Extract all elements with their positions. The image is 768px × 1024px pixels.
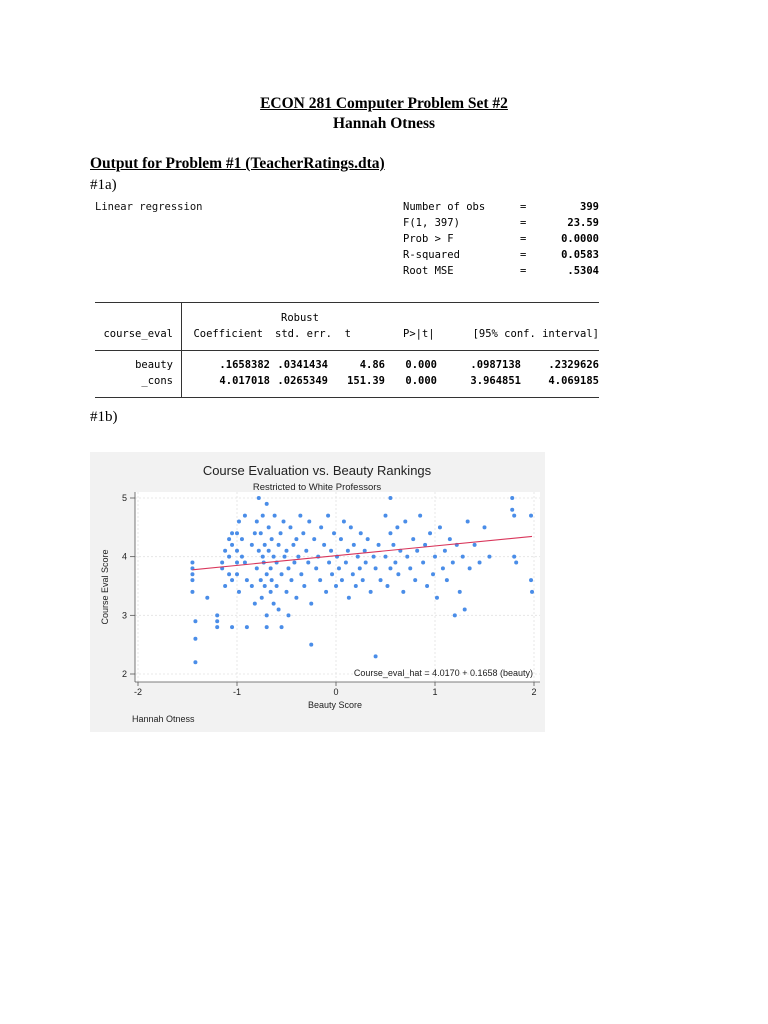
x-tick-label: 1 [432, 687, 438, 697]
scatter-point [385, 584, 389, 588]
scatter-point [269, 590, 273, 594]
stat-label: Prob > F [403, 233, 454, 245]
scatter-point [379, 578, 383, 582]
scatter-point [361, 578, 365, 582]
scatter-point [265, 502, 269, 506]
scatter-point [374, 654, 378, 658]
scatter-point [340, 578, 344, 582]
scatter-point [263, 584, 267, 588]
scatter-point [347, 596, 351, 600]
scatter-point [270, 537, 274, 541]
scatter-point [302, 584, 306, 588]
stat-row [403, 217, 599, 233]
scatter-point [250, 543, 254, 547]
scatter-point [227, 537, 231, 541]
regression-annotation: Course_eval_hat = 4.0170 + 0.1658 (beauty) [353, 668, 533, 678]
scatter-point [329, 549, 333, 553]
scatter-point [261, 514, 265, 518]
scatter-point [259, 531, 263, 535]
scatter-point [441, 566, 445, 570]
stat-row [403, 201, 599, 217]
scatter-point [413, 578, 417, 582]
scatter-point [227, 572, 231, 576]
scatter-point [294, 537, 298, 541]
scatter-point [267, 525, 271, 529]
scatter-point [230, 578, 234, 582]
stat-label: R-squared [403, 249, 460, 261]
scatter-point [277, 607, 281, 611]
y-tick-label: 3 [121, 610, 127, 621]
se-header: std. err. [275, 328, 332, 340]
scatter-point [245, 625, 249, 629]
scatter-point [483, 525, 487, 529]
scatter-point [277, 543, 281, 547]
scatter-point [312, 537, 316, 541]
table-header-rule [95, 350, 599, 351]
row-p: 0.000 [405, 359, 437, 371]
scatter-point [366, 537, 370, 541]
scatter-point [263, 543, 267, 547]
scatter-point [463, 607, 467, 611]
scatter-point [393, 561, 397, 565]
scatter-point [384, 555, 388, 559]
scatter-point [190, 578, 194, 582]
chart-note: Hannah Otness [132, 714, 195, 724]
scatter-point [322, 543, 326, 547]
scatter-point [272, 602, 276, 606]
scatter-point [377, 543, 381, 547]
scatter-point [301, 531, 305, 535]
scatter-point [405, 555, 409, 559]
scatter-point [327, 561, 331, 565]
chart-title: Course Evaluation vs. Beauty Rankings [202, 463, 432, 478]
scatter-point [324, 590, 328, 594]
depvar-header: course_eval [103, 328, 173, 340]
scatter-point [443, 549, 447, 553]
row-coef: .1658382 [219, 359, 270, 371]
y-tick-label: 4 [121, 551, 127, 562]
scatter-point [384, 514, 388, 518]
scatter-point [453, 613, 457, 617]
scatter-point [435, 596, 439, 600]
x-tick-label: -1 [232, 687, 242, 697]
scatter-point [372, 555, 376, 559]
scatter-point [230, 543, 234, 547]
scatter-point [255, 519, 259, 523]
stat-eq: = [520, 265, 527, 277]
scatter-point [458, 590, 462, 594]
scatter-point [510, 508, 514, 512]
regression-model-label: Linear regression [95, 201, 203, 213]
x-axis-label: Beauty Score [307, 700, 363, 710]
scatter-point [319, 525, 323, 529]
scatter-point [245, 578, 249, 582]
scatter-point [190, 561, 194, 565]
row-t: 4.86 [359, 359, 385, 371]
scatter-point [283, 555, 287, 559]
scatter-point [237, 519, 241, 523]
scatter-point [215, 625, 219, 629]
scatter-point [529, 514, 533, 518]
scatter-point [240, 537, 244, 541]
scatter-point [487, 555, 491, 559]
scatter-point [433, 555, 437, 559]
scatter-point [478, 561, 482, 565]
scatter-point [346, 549, 350, 553]
scatter-point [288, 525, 292, 529]
row-t: 151.39 [347, 375, 385, 387]
scatter-point [374, 566, 378, 570]
scatter-point [227, 555, 231, 559]
row-ci-low: 3.964851 [470, 375, 521, 387]
question-label-1b: #1b) [90, 409, 118, 425]
scatter-point [259, 578, 263, 582]
scatter-point [240, 555, 244, 559]
row-ci-low: .0987138 [470, 359, 521, 371]
scatter-point [250, 584, 254, 588]
scatter-point [257, 496, 261, 500]
scatter-point [215, 613, 219, 617]
scatter-point [235, 561, 239, 565]
scatter-point [438, 525, 442, 529]
scatter-point [215, 619, 219, 623]
scatter-point [396, 572, 400, 576]
row-var: _cons [141, 375, 173, 387]
scatter-chart [90, 452, 545, 732]
stat-eq: = [520, 217, 527, 229]
scatter-chart-container [90, 452, 545, 732]
scatter-point [388, 531, 392, 535]
scatter-point [282, 519, 286, 523]
stat-label: Root MSE [403, 265, 454, 277]
question-label-1a: #1a) [90, 177, 117, 193]
scatter-point [257, 549, 261, 553]
scatter-point [388, 496, 392, 500]
scatter-point [299, 572, 303, 576]
scatter-point [193, 619, 197, 623]
coef-header: Coefficient [193, 328, 263, 340]
table-bottom-rule [95, 397, 599, 398]
scatter-point [425, 584, 429, 588]
row-p: 0.000 [405, 375, 437, 387]
scatter-point [359, 531, 363, 535]
table-top-rule [95, 302, 599, 303]
scatter-point [223, 584, 227, 588]
scatter-point [279, 531, 283, 535]
stat-eq: = [520, 201, 527, 213]
scatter-point [339, 537, 343, 541]
scatter-point [237, 590, 241, 594]
scatter-point [285, 590, 289, 594]
scatter-point [314, 566, 318, 570]
scatter-point [431, 572, 435, 576]
scatter-point [193, 637, 197, 641]
row-ci-high: .2329626 [548, 359, 599, 371]
x-tick-label: -2 [133, 687, 143, 697]
scatter-point [468, 566, 472, 570]
scatter-point [403, 519, 407, 523]
scatter-point [296, 555, 300, 559]
row-var: beauty [135, 359, 173, 371]
scatter-point [391, 543, 395, 547]
scatter-point [529, 578, 533, 582]
scatter-point [530, 590, 534, 594]
scatter-point [395, 525, 399, 529]
scatter-point [307, 519, 311, 523]
scatter-point [294, 596, 298, 600]
scatter-point [461, 555, 465, 559]
x-tick-label: 2 [531, 687, 537, 697]
scatter-point [411, 537, 415, 541]
scatter-point [255, 566, 259, 570]
row-se: .0265349 [277, 375, 328, 387]
scatter-point [309, 643, 313, 647]
stat-label: F(1, 397) [403, 217, 460, 229]
scatter-point [265, 572, 269, 576]
section-heading: Output for Problem #1 (TeacherRatings.dta) [90, 155, 385, 172]
scatter-point [235, 549, 239, 553]
row-ci-high: 4.069185 [548, 375, 599, 387]
scatter-point [334, 584, 338, 588]
scatter-point [512, 514, 516, 518]
scatter-point [269, 566, 273, 570]
scatter-point [265, 625, 269, 629]
scatter-point [193, 660, 197, 664]
scatter-point [285, 549, 289, 553]
y-tick-label: 5 [121, 493, 127, 503]
stat-value: 0.0583 [561, 249, 599, 261]
scatter-point [418, 514, 422, 518]
scatter-point [306, 561, 310, 565]
scatter-point [261, 555, 265, 559]
scatter-point [352, 543, 356, 547]
document-author: Hannah Otness [332, 115, 436, 132]
stat-label: Number of obs [403, 201, 486, 213]
scatter-point [280, 625, 284, 629]
scatter-point [514, 561, 518, 565]
scatter-point [421, 561, 425, 565]
scatter-point [230, 531, 234, 535]
scatter-point [292, 561, 296, 565]
scatter-point [445, 578, 449, 582]
scatter-point [260, 596, 264, 600]
scatter-point [448, 537, 452, 541]
row-se: .0341434 [277, 359, 328, 371]
robust-label: Robust [281, 312, 319, 324]
stat-value: 399 [580, 201, 599, 213]
chart-subtitle: Restricted to White Professors [252, 482, 382, 493]
scatter-point [205, 596, 209, 600]
y-axis-label: Course Eval Score [100, 549, 110, 625]
scatter-point [415, 549, 419, 553]
scatter-point [220, 561, 224, 565]
stat-row [403, 265, 599, 281]
scatter-point [275, 584, 279, 588]
stat-row [403, 233, 599, 249]
scatter-point [253, 531, 257, 535]
stat-eq: = [520, 233, 527, 245]
scatter-point [337, 566, 341, 570]
stat-value: .5304 [567, 265, 599, 277]
stat-value: 0.0000 [561, 233, 599, 245]
scatter-point [388, 566, 392, 570]
scatter-point [253, 602, 257, 606]
scatter-point [356, 555, 360, 559]
scatter-point [473, 543, 477, 547]
scatter-point [243, 514, 247, 518]
scatter-point [270, 578, 274, 582]
scatter-point [286, 613, 290, 617]
scatter-point [190, 590, 194, 594]
scatter-point [309, 602, 313, 606]
scatter-point [272, 555, 276, 559]
scatter-point [298, 514, 302, 518]
scatter-point [265, 613, 269, 617]
t-header: t [344, 328, 351, 340]
scatter-point [326, 514, 330, 518]
ci-header: [95% conf. interval] [472, 328, 599, 340]
scatter-point [235, 572, 239, 576]
document-title: ECON 281 Computer Problem Set #2 [260, 95, 508, 112]
scatter-point [342, 519, 346, 523]
scatter-point [291, 543, 295, 547]
p-header: P>|t| [403, 328, 435, 340]
scatter-point [332, 531, 336, 535]
scatter-point [330, 572, 334, 576]
scatter-point [304, 549, 308, 553]
scatter-point [401, 590, 405, 594]
scatter-point [230, 625, 234, 629]
scatter-point [354, 584, 358, 588]
scatter-point [358, 566, 362, 570]
scatter-point [286, 566, 290, 570]
scatter-point [364, 561, 368, 565]
scatter-point [190, 572, 194, 576]
scatter-point [369, 590, 373, 594]
scatter-point [235, 531, 239, 535]
x-tick-label: 0 [333, 687, 339, 697]
scatter-point [466, 519, 470, 523]
scatter-point [451, 561, 455, 565]
stat-row [403, 249, 599, 265]
scatter-point [289, 578, 293, 582]
scatter-point [349, 525, 353, 529]
scatter-point [267, 549, 271, 553]
scatter-point [512, 555, 516, 559]
scatter-point [351, 572, 355, 576]
stat-value: 23.59 [567, 217, 599, 229]
row-coef: 4.017018 [219, 375, 270, 387]
scatter-point [408, 566, 412, 570]
scatter-point [273, 514, 277, 518]
stat-eq: = [520, 249, 527, 261]
scatter-point [344, 561, 348, 565]
scatter-point [318, 578, 322, 582]
scatter-point [510, 496, 514, 500]
scatter-point [280, 572, 284, 576]
scatter-point [428, 531, 432, 535]
y-tick-label: 2 [121, 669, 127, 679]
scatter-point [223, 549, 227, 553]
